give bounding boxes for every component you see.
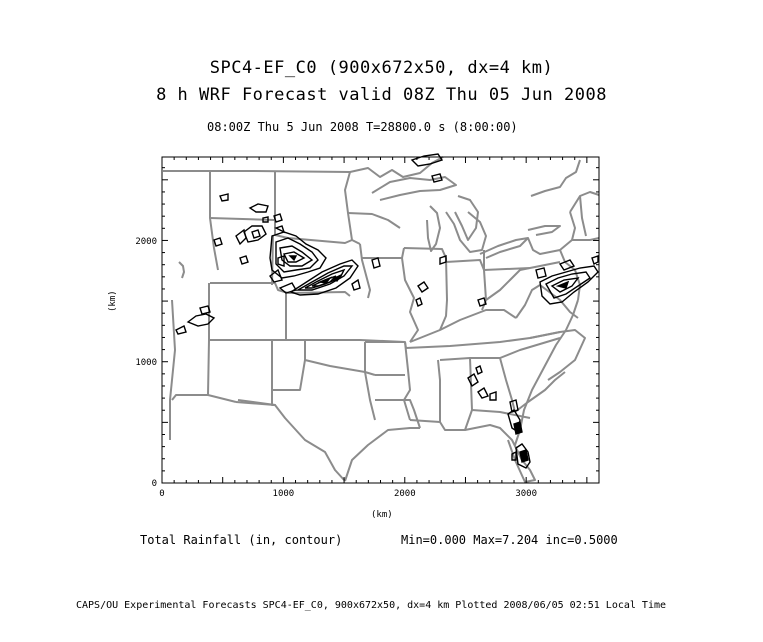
y-tick-2000: 2000 bbox=[135, 237, 157, 247]
contour-cluster-west bbox=[176, 238, 248, 334]
x-axis-label: (km) bbox=[371, 510, 393, 520]
rainfall-contours bbox=[176, 154, 598, 468]
y-axis-label: (km) bbox=[108, 290, 118, 312]
y-tick-1000: 1000 bbox=[135, 358, 157, 368]
plot-title-line1: SPC4-EF_C0 (900x672x50, dx=4 km) bbox=[209, 58, 554, 78]
x-tick-0: 0 bbox=[159, 489, 165, 499]
contour-cluster-plains bbox=[280, 260, 358, 295]
y-tick-0: 0 bbox=[151, 479, 157, 489]
x-tick-2000: 2000 bbox=[393, 489, 416, 499]
canada-border bbox=[163, 157, 443, 177]
lake-erie bbox=[480, 238, 528, 258]
plot-frame bbox=[162, 157, 599, 483]
canada-border-east bbox=[531, 160, 580, 196]
plot-title-line2: 8 h WRF Forecast valid 08Z Thu 05 Jun 2008 bbox=[156, 85, 607, 105]
field-name: Total Rainfall (in, contour) bbox=[140, 533, 343, 547]
field-stats: Min=0.000 Max=7.204 inc=0.5000 bbox=[401, 533, 618, 547]
x-tick-1000: 1000 bbox=[272, 489, 295, 499]
valid-time-subtitle: 08:00Z Thu 5 Jun 2008 T=28800.0 s (8:00:00) bbox=[207, 120, 518, 134]
michigan-lp bbox=[446, 212, 486, 252]
lake-michigan bbox=[427, 206, 440, 251]
x-tick-3000: 3000 bbox=[515, 489, 538, 499]
plot-footer: CAPS/OU Experimental Forecasts SPC4-EF_C0, 900x672x50, dx=4 km Plotted 2008/06/05 02:51 Local Time bbox=[76, 600, 667, 611]
lake-superior bbox=[372, 177, 456, 200]
contour-cluster-midwest bbox=[352, 258, 486, 306]
lake-ontario bbox=[528, 226, 560, 235]
state-boundaries bbox=[163, 157, 599, 482]
